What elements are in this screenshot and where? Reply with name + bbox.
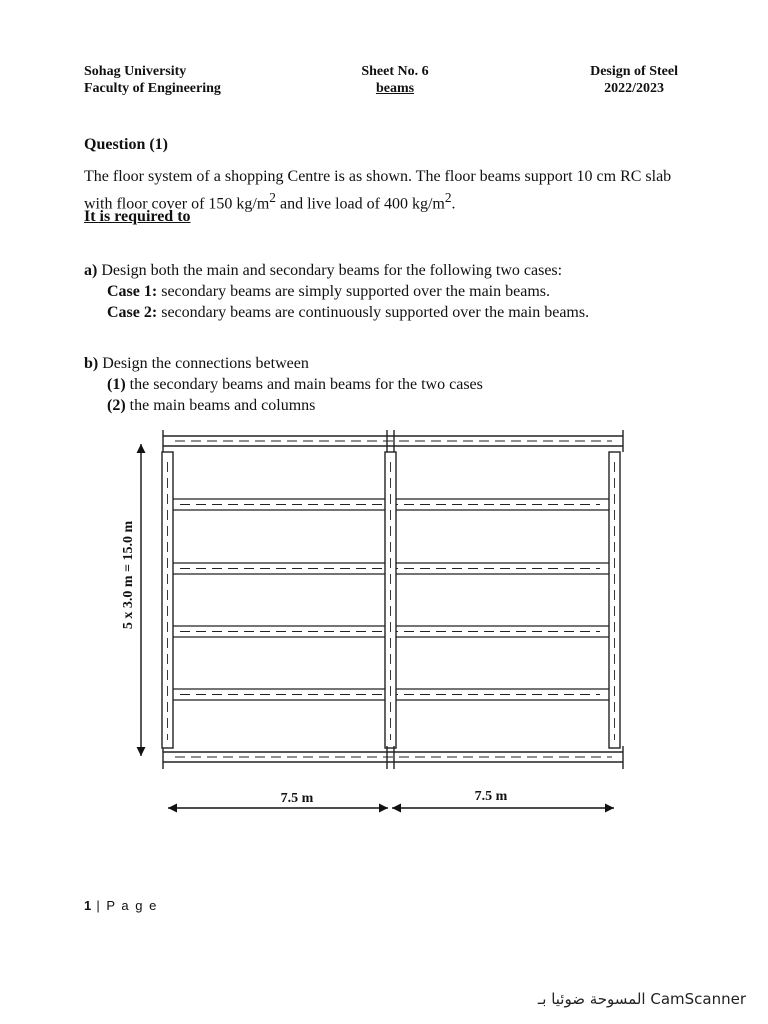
vertical-dimension [121,444,141,756]
page-footer [84,898,158,913]
academic-year: 2022/2023 [604,81,664,96]
bottom-edge-beam [163,746,623,769]
case2-label: Case 2: [107,304,158,321]
para-sup-2: 2 [444,190,452,205]
item1-label: (1) [107,376,126,393]
span1-label: 7.5 m [280,791,314,806]
case1-text: secondary beams are simply supported over the main beams. [157,283,550,300]
page-number: 1 [84,898,92,913]
part-b-label: b) [84,355,99,372]
vertical-dimension-label: 5 x 3.0 m = 15.0 m [121,520,136,630]
item2-text: the main beams and columns [125,397,316,414]
item1-text: the secondary beams and main beams for the two cases [125,376,483,393]
para-text-1: The floor system of a shopping Centre is as shown. The floor beams support 10 cm RC slab with floor cover of 150 kg/m [84,168,672,213]
camscanner-watermark: المسوحة ضوئيا بـ CamScanner [537,990,746,1008]
part-a-label: a) [84,262,98,279]
course-name: Design of Steel [590,64,678,79]
case1-label: Case 1: [107,283,158,300]
page-label: | P a g e [96,898,158,913]
part-b-text: Design the connections between [98,355,309,372]
main-beam-left [162,452,173,748]
span2-label: 7.5 m [474,789,508,804]
question-title: Question (1) [84,136,168,153]
faculty-name: Faculty of Engineering [84,81,221,96]
university-name: Sohag University [84,64,187,79]
case2-text: secondary beams are continuously supported over the main beams. [157,304,590,321]
para-end: . [451,195,456,213]
sheet-topic: beams [375,81,415,96]
required-heading: It is required to [84,208,191,225]
main-beam-right [609,452,620,748]
part-a-text: Design both the main and secondary beams for the following two cases: [97,262,563,279]
top-edge-beam [163,430,623,452]
main-beam-middle [385,430,396,769]
item2-label: (2) [107,397,126,414]
sheet-number: Sheet No. 6 [361,64,429,79]
para-sup-1: 2 [269,190,276,205]
horizontal-dimension [168,789,614,808]
para-text-2: and live load of 400 kg/m [275,195,445,213]
